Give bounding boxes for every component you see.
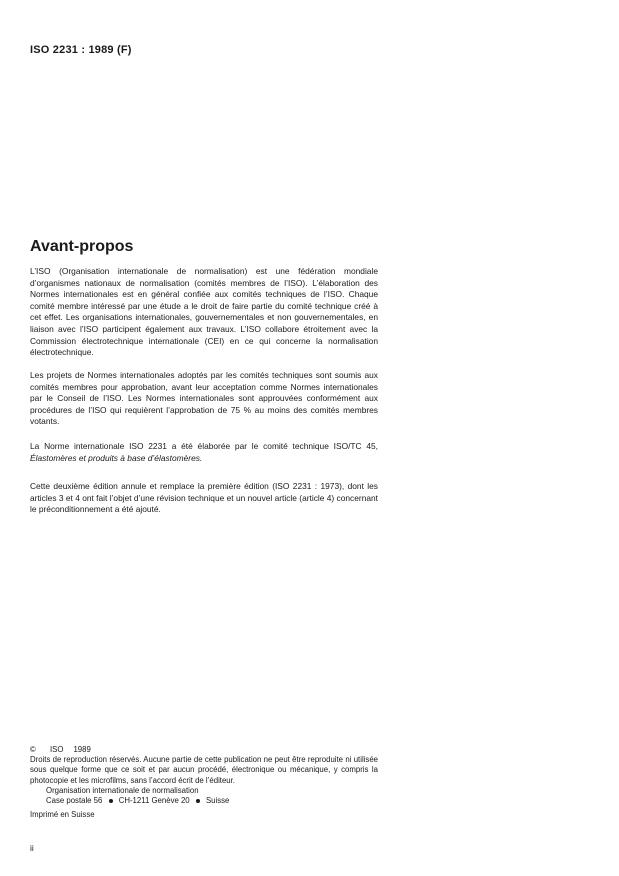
foreword-paragraph-4: Cette deuxième édition annule et remplace la première édition (ISO 2231 : 1973), dont les articles 3 et 4 ont fait l’objet d’une révision technique et un nouvel article (article 4) concernant le préconditionnement a été ajouté.: [30, 481, 378, 515]
section-title: Avant-propos: [30, 238, 134, 255]
committee-title: Élastomères et produits à base d’élastomères.: [30, 452, 203, 463]
bullet-icon: [196, 799, 200, 803]
rights-notice: Droits de reproduction réservés. Aucune partie de cette publication ne peut être reproduite ni utilisée sous quelque forme que ce soit et par aucun procédé, électronique ou mécanique, y compris la photocopie et les microfilms, sans l’accord écrit de l’éditeur.: [30, 755, 378, 785]
publisher-name: Organisation internationale de normalisation: [46, 785, 199, 795]
publisher-address: [30, 796, 378, 806]
copyright-org: ISO: [50, 745, 64, 754]
postal-box: Case postale 56: [46, 796, 103, 806]
document-id: ISO 2231 : 1989 (F): [30, 44, 132, 56]
foreword-paragraph-2: Les projets de Normes internationales adoptés par les comités techniques sont soumis aux comités membres pour approbation, avant leur acceptation comme Normes internationales par le Conseil de l’ISO. Les Normes internationales sont approuvées conformément aux procédures de l’ISO qui requièrent l’approbation de 75 % au moins des comités membres votants.: [30, 370, 378, 427]
paragraph-3-text: La Norme internationale ISO 2231 a été élaborée par le comité technique ISO/TC 45,: [30, 441, 378, 451]
foreword-paragraph-1: L’ISO (Organisation internationale de normalisation) est une fédération mondiale d’organismes nationaux de normalisation (comités membres de l’ISO). L’élaboration des Normes internationales est en général confiée aux comités techniques de l’ISO. Chaque comité membre intéressé par une étude a le droit de faire partie du comité technique créé à cet effet. Les organisations internationales, gouvernementales et non gouvernementales, en liaison avec l’ISO participent également aux travaux. L’ISO collabore étroitement avec la Commission électrotechnique internationale (CEI) en ce qui concerne la normalisation électrotechnique.: [30, 266, 378, 358]
printed-in: Imprimé en Suisse: [30, 810, 95, 820]
copyright-block: [30, 745, 378, 820]
foreword-paragraph-3: [30, 441, 378, 464]
postal-country: Suisse: [205, 796, 230, 806]
bullet-icon: [109, 799, 113, 803]
postal-city: CH-1211 Genève 20: [118, 796, 190, 806]
copyright-line: [30, 745, 378, 755]
copyright-symbol: ©: [30, 745, 36, 754]
page-number: ii: [30, 843, 34, 853]
copyright-year: 1989: [73, 745, 91, 754]
